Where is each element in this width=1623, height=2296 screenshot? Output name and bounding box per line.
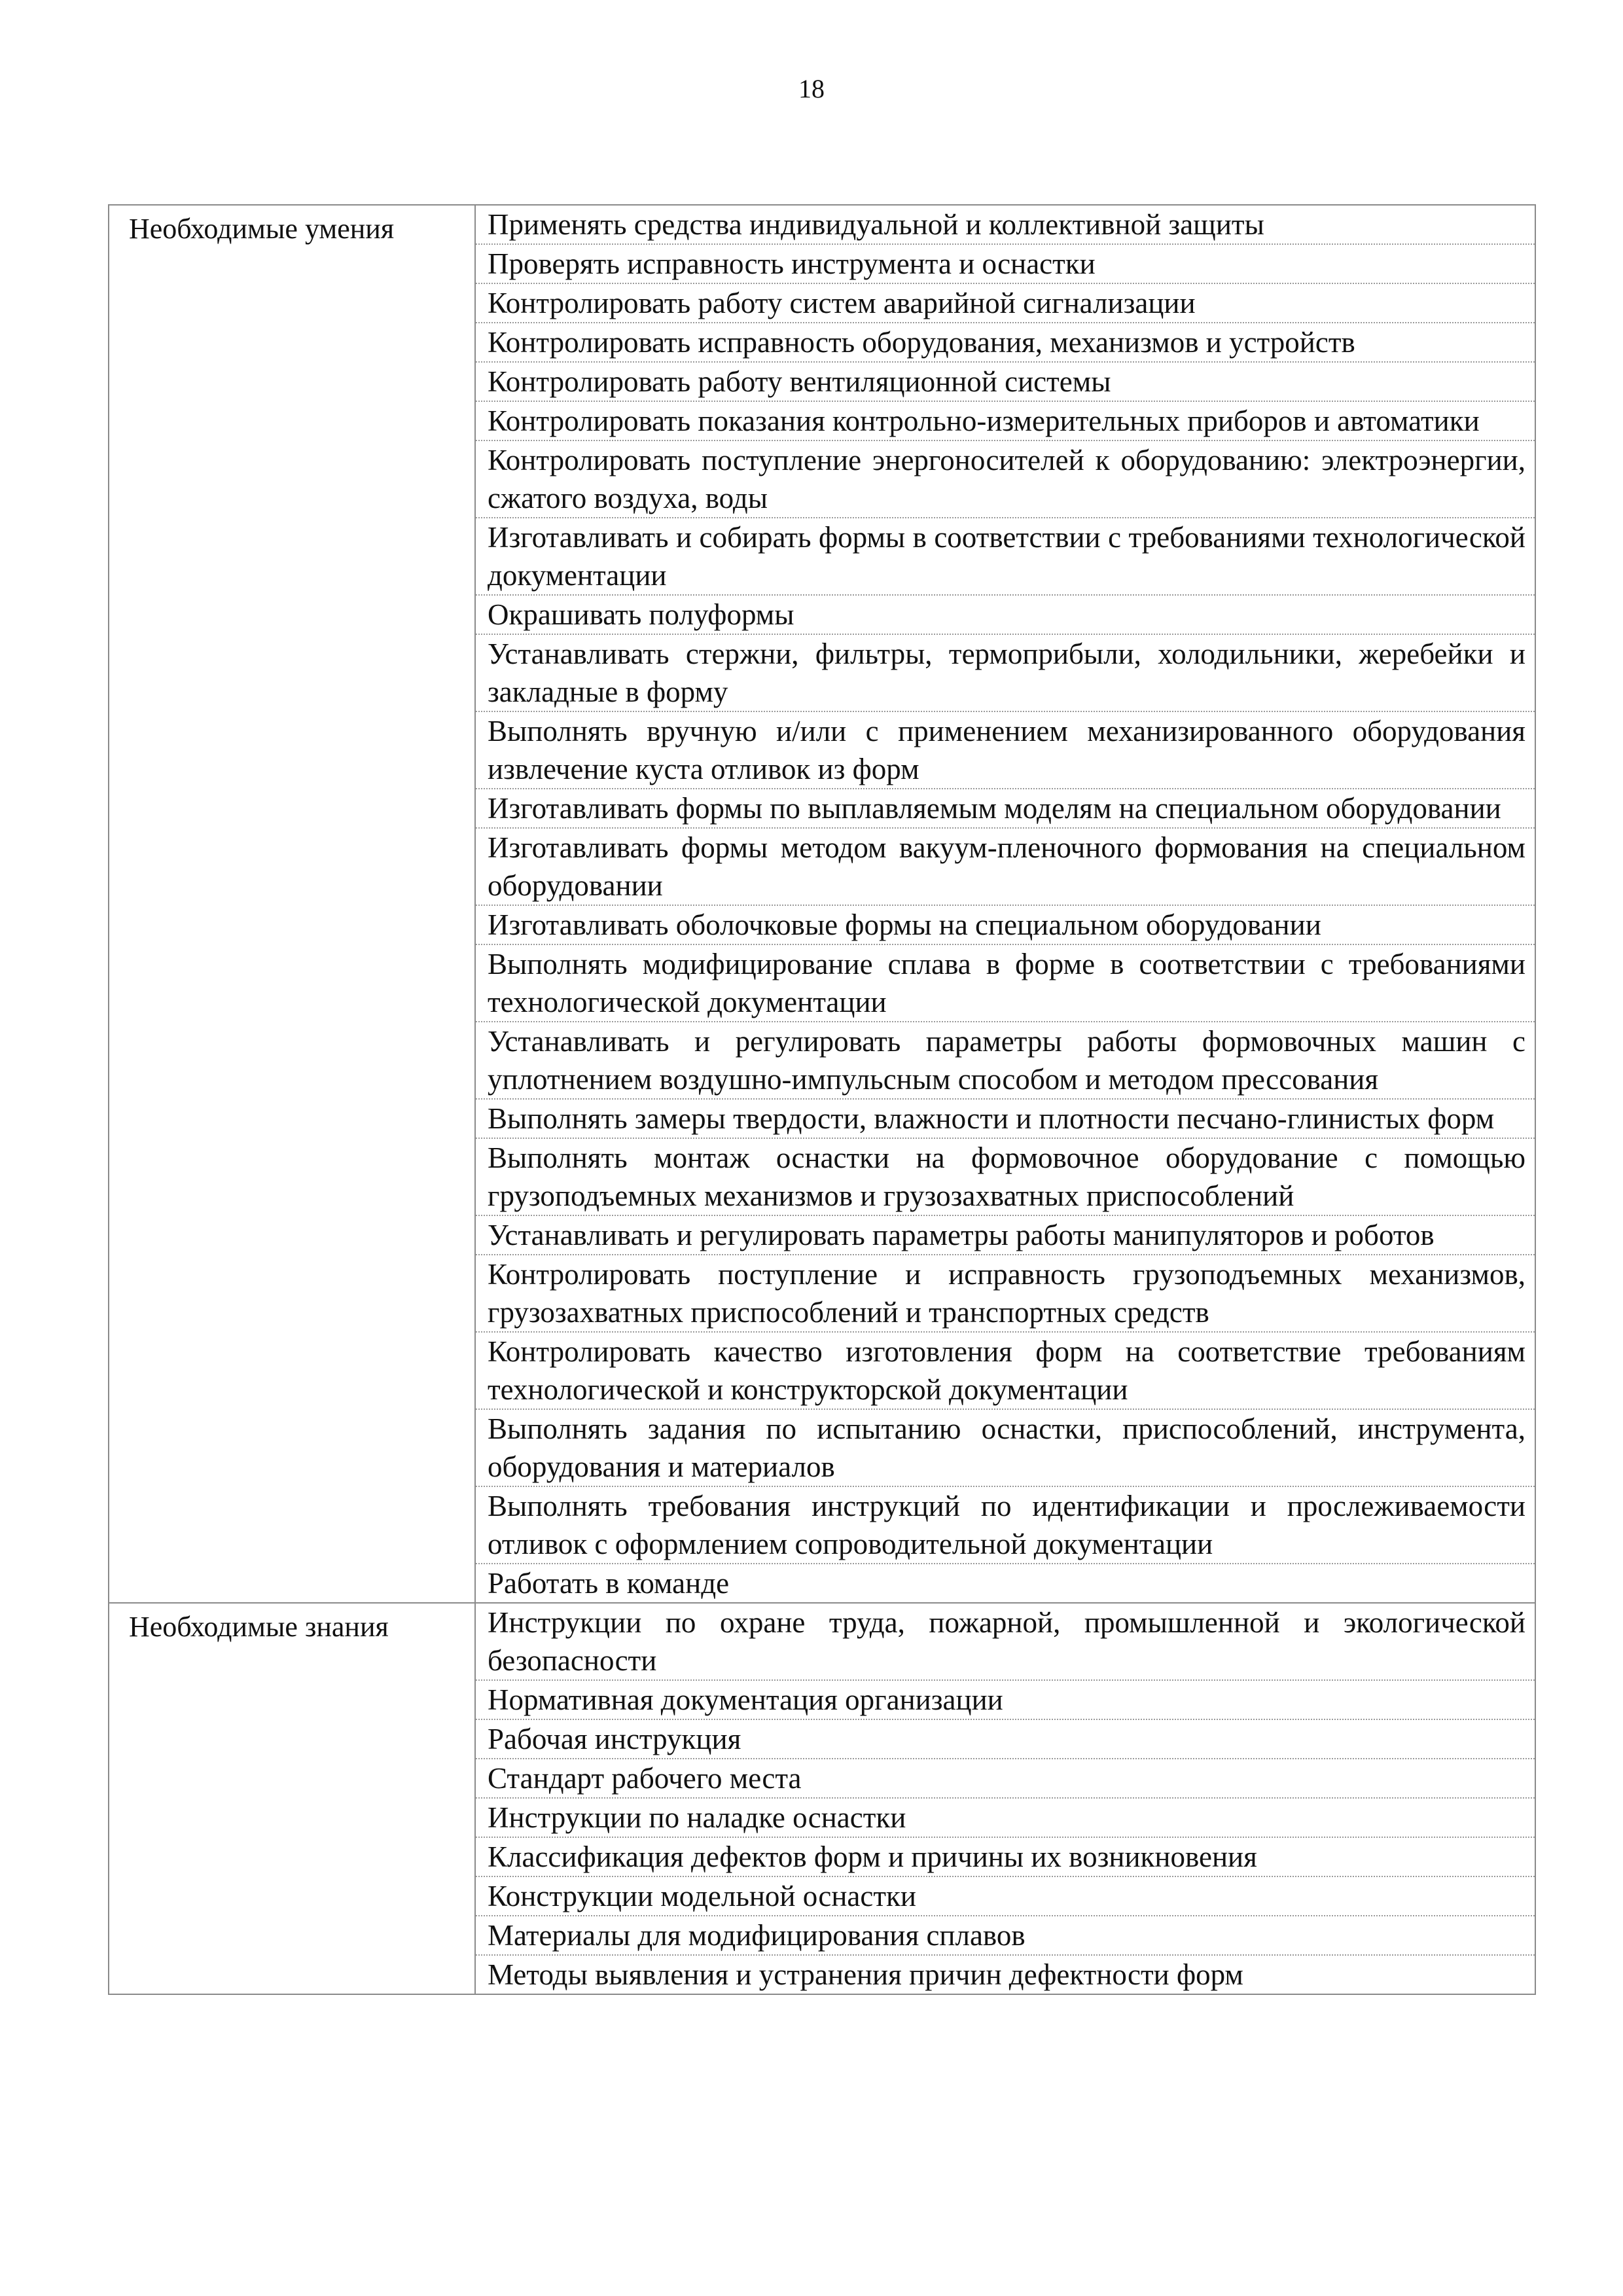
row-label: Необходимые знания	[109, 1603, 475, 1994]
list-item: Выполнять задания по испытанию оснастки, приспособлений, инструмента, оборудования и материалов	[476, 1410, 1535, 1487]
page-number: 18	[798, 74, 825, 103]
items-cell	[475, 1603, 1535, 1994]
table-row	[109, 1603, 1535, 1994]
list-item: Изготавливать формы по выплавляемым моделям на специальном оборудовании	[476, 789, 1535, 829]
list-item: Материалы для модифицирования сплавов	[476, 1916, 1535, 1956]
list-item: Выполнять замеры твердости, влажности и плотности песчано-глинистых форм	[476, 1100, 1535, 1139]
list-item: Контролировать работу вентиляционной системы	[476, 363, 1535, 402]
list-item: Конструкции модельной оснастки	[476, 1877, 1535, 1916]
list-item: Контролировать качество изготовления форм на соответствие требованиям технологической и конструкторской документации	[476, 1333, 1535, 1410]
list-item: Контролировать исправность оборудования, механизмов и устройств	[476, 323, 1535, 363]
list-item: Работать в команде	[488, 1567, 730, 1600]
list-item: Нормативная документация организации	[476, 1681, 1535, 1720]
list-item: Контролировать работу систем аварийной сигнализации	[476, 284, 1535, 323]
list-item: Рабочая инструкция	[476, 1720, 1535, 1759]
list-item: Проверять исправность инструмента и оснастки	[476, 245, 1535, 284]
list-item: Устанавливать и регулировать параметры работы формовочных машин с уплотнением воздушно-импульсным способом и методом прессования	[476, 1022, 1535, 1100]
list-item: Инструкции по наладке оснастки	[476, 1799, 1535, 1838]
list-item: Контролировать показания контрольно-измерительных приборов и автоматики	[476, 402, 1535, 441]
requirements-table	[108, 204, 1536, 1995]
table-row	[109, 205, 1535, 1603]
list-item: Контролировать поступление энергоносителей к оборудованию: электроэнергии, сжатого воздуха, воды	[476, 441, 1535, 518]
list-item: Изготавливать и собирать формы в соответствии с требованиями технологической документации	[476, 518, 1535, 596]
list-item: Стандарт рабочего места	[476, 1759, 1535, 1799]
list-item: Инструкции по охране труда, пожарной, промышленной и экологической безопасности	[476, 1604, 1535, 1681]
list-item: Окрашивать полуформы	[476, 596, 1535, 635]
list-item: Выполнять модифицирование сплава в форме в соответствии с требованиями технологической документации	[476, 945, 1535, 1022]
list-item: Методы выявления и устранения причин дефектности форм	[488, 1958, 1243, 1991]
items-cell	[475, 205, 1535, 1603]
list-item: Выполнять монтаж оснастки на формовочное оборудование с помощью грузоподъемных механизмов и грузозахватных приспособлений	[476, 1139, 1535, 1216]
list-item: Изготавливать оболочковые формы на специальном оборудовании	[476, 906, 1535, 945]
list-item: Выполнять вручную и/или с применением механизированного оборудования извлечение куста отливок из форм	[476, 712, 1535, 789]
list-item: Применять средства индивидуальной и коллективной защиты	[476, 206, 1535, 245]
list-item: Устанавливать и регулировать параметры работы манипуляторов и роботов	[476, 1216, 1535, 1255]
list-item: Классификация дефектов форм и причины их возникновения	[476, 1838, 1535, 1877]
list-item: Контролировать поступление и исправность грузоподъемных механизмов, грузозахватных приспособлений и транспортных средств	[476, 1255, 1535, 1333]
list-item: Выполнять требования инструкций по идентификации и прослеживаемости отливок с оформлением сопроводительной документации	[476, 1487, 1535, 1564]
list-item: Устанавливать стержни, фильтры, термоприбыли, холодильники, жеребейки и закладные в форму	[476, 635, 1535, 712]
row-label: Необходимые умения	[109, 205, 475, 1603]
list-item: Изготавливать формы методом вакуум-пленочного формования на специальном оборудовании	[476, 829, 1535, 906]
